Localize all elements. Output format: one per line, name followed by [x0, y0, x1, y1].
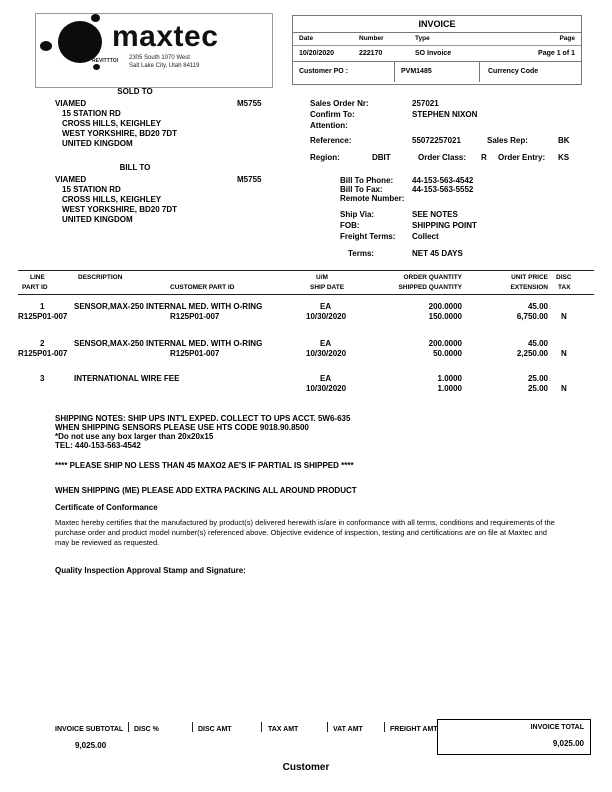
item-order-qty: 1.0000 [437, 374, 462, 383]
sold-to-address [62, 109, 177, 149]
order-entry-value: KS [558, 153, 570, 162]
currency-code-label: Currency Code [488, 68, 539, 75]
type-label: Type [415, 35, 430, 42]
bill-to-code: M5755 [237, 175, 262, 184]
item-order-qty: 200.0000 [428, 339, 462, 348]
customer-po-value: PVM1485 [394, 62, 480, 82]
quality-stamp-line: Quality Inspection Approval Stamp and Signature: [55, 566, 246, 575]
vat-amt-label: VAT AMT [333, 726, 363, 733]
bill-to-name: VIAMED [55, 175, 87, 184]
totals-divider [327, 722, 328, 732]
freight-terms-value: Collect [412, 232, 439, 241]
invoice-number: 222170 [359, 50, 383, 57]
item-um: EA [320, 374, 332, 383]
sold-to-address-line: CROSS HILLS, KEIGHLEY [62, 119, 162, 128]
customer-po-row [293, 62, 581, 82]
totals-divider [192, 722, 193, 732]
logo-box [35, 13, 273, 88]
item-ship-date: 10/30/2020 [306, 384, 347, 393]
totals-divider [261, 722, 262, 732]
bill-phone-label: Bill To Phone: [340, 176, 394, 185]
sales-order-value: 257021 [412, 99, 439, 108]
sold-to-address-line: 15 STATION RD [62, 109, 121, 118]
ship-via-label: Ship Via: [340, 210, 375, 219]
confirm-to-label: Confirm To: [310, 110, 355, 119]
sold-to-label: SOLD TO [117, 87, 153, 96]
subtotal-value: 9,025.00 [75, 741, 107, 750]
bill-fax-value: 44-153-563-5552 [412, 185, 474, 194]
freight-terms-label: Freight Terms: [340, 232, 396, 241]
item-description: INTERNATIONAL WIRE FEE [74, 374, 180, 383]
col-tax-header: TAX [558, 284, 571, 291]
col-extension-header: EXTENSION [510, 284, 548, 291]
item-um: EA [320, 339, 332, 348]
col-disc-header: DISC [556, 274, 572, 281]
item-unit-price: 25.00 [527, 374, 548, 383]
shipping-note-line4: TEL: 440-153-563-4542 [55, 441, 141, 450]
item-ship-date: 10/30/2020 [306, 312, 347, 321]
col-ship-date-header: SHIP DATE [310, 284, 345, 291]
packing-note: WHEN SHIPPING (ME) PLEASE ADD EXTRA PACKING ALL AROUND PRODUCT [55, 486, 357, 495]
certificate-title: Certificate of Conformance [55, 503, 158, 512]
item-extension: 6,750.00 [516, 312, 548, 321]
table-top-rule [18, 270, 594, 271]
item-extension: 2,250.00 [516, 349, 548, 358]
item-line: 1 [40, 302, 45, 311]
shipping-note-line3: *Do not use any box larger than 20x20x15 [55, 432, 214, 441]
sales-order-label: Sales Order Nr: [310, 99, 369, 108]
company-address [129, 54, 200, 70]
sales-rep-value: BK [558, 136, 570, 145]
attention-label: Attention: [310, 121, 348, 130]
item-shipped-qty: 150.0000 [428, 312, 462, 321]
invoice-total-box [437, 719, 591, 755]
sold-to-address-line: WEST YORKSHIRE, BD20 7DT [62, 129, 177, 138]
invoice-page: Page 1 of 1 [538, 50, 575, 57]
item-order-qty: 200.0000 [428, 302, 462, 311]
invoice-total-value: 9,025.00 [552, 739, 584, 748]
sold-to-code: M5755 [237, 99, 262, 108]
col-line-header: LINE [30, 274, 45, 281]
partial-ship-note: **** PLEASE SHIP NO LESS THAN 45 MAXO2 AE'S IF PARTIAL IS SHIPPED **** [55, 461, 354, 470]
shipping-note-line2: WHEN SHIPPING SENSORS PLEASE USE HTS CODE 9018.90.8500 [55, 423, 309, 432]
item-description: SENSOR,MAX-250 INTERNAL MED. WITH O-RING [74, 302, 263, 311]
ship-via-value: SEE NOTES [412, 210, 458, 219]
table-header-rule [18, 294, 594, 295]
item-unit-price: 45.00 [527, 339, 548, 348]
col-part-id-header: PART ID [22, 284, 48, 291]
footer-customer-label: Customer [282, 762, 330, 773]
col-shipped-qty-header: SHIPPED QUANTITY [398, 284, 462, 291]
reference-value: 55072257021 [412, 136, 461, 145]
item-unit-price: 45.00 [527, 302, 548, 311]
disc-pct-label: DISC % [134, 726, 159, 733]
item-tax-flag: N [561, 312, 567, 321]
tax-amt-label: TAX AMT [268, 726, 299, 733]
invoice-total-label: INVOICE TOTAL [530, 724, 584, 731]
bill-to-address-line: 15 STATION RD [62, 185, 121, 194]
company-address-line1: 2305 South 1070 West [129, 55, 190, 61]
item-customer-part-id: R125P01-007 [170, 312, 220, 321]
brand-dot-left-icon [40, 41, 52, 51]
region-value: DBIT [372, 153, 391, 162]
bill-to-address-line: WEST YORKSHIRE, BD20 7DT [62, 205, 177, 214]
item-shipped-qty: 50.0000 [433, 349, 462, 358]
item-extension: 25.00 [527, 384, 548, 393]
remote-number-label: Remote Number: [340, 194, 405, 203]
invoice-date: 10/20/2020 [299, 50, 335, 57]
region-label: Region: [310, 153, 340, 162]
brand-subtext: REVITTTOI [92, 58, 119, 64]
brand-dot-large-icon [58, 21, 102, 63]
item-part-id: R125P01-007 [18, 349, 68, 358]
reference-label: Reference: [310, 136, 352, 145]
freight-amt-label: FREIGHT AMT [390, 726, 438, 733]
col-um-header: U/M [316, 274, 328, 281]
col-unit-price-header: UNIT PRICE [511, 274, 548, 281]
invoice-header-box [292, 15, 582, 85]
fob-value: SHIPPING POINT [412, 221, 477, 230]
bill-to-address-line: UNITED KINGDOM [62, 215, 133, 224]
invoice-header-values [293, 46, 581, 62]
col-description-header: DESCRIPTION [78, 274, 123, 281]
disc-amt-label: DISC AMT [198, 726, 232, 733]
item-description: SENSOR,MAX-250 INTERNAL MED. WITH O-RING [74, 339, 263, 348]
terms-label: Terms: [348, 249, 375, 258]
invoice-type: SO Invoice [415, 50, 452, 57]
bill-fax-label: Bill To Fax: [340, 185, 383, 194]
col-order-qty-header: ORDER QUANTITY [403, 274, 462, 281]
shipping-note-line1: SHIPPING NOTES: SHIP UPS INT'L EXPED. COLLECT TO UPS ACCT. 5W6-635 [55, 414, 351, 423]
bill-to-address [62, 185, 177, 225]
date-label: Date [299, 35, 314, 42]
item-shipped-qty: 1.0000 [437, 384, 462, 393]
fob-label: FOB: [340, 221, 360, 230]
item-line: 3 [40, 374, 45, 383]
item-tax-flag: N [561, 349, 567, 358]
subtotal-label: INVOICE SUBTOTAL [55, 726, 124, 733]
customer-po-label: Customer PO : [299, 68, 349, 75]
item-ship-date: 10/30/2020 [306, 349, 347, 358]
order-class-value: R [481, 153, 487, 162]
invoice-title: INVOICE [293, 16, 581, 33]
bill-phone-value: 44-153-563-4542 [412, 176, 474, 185]
sales-rep-label: Sales Rep: [487, 136, 528, 145]
order-class-label: Order Class: [418, 153, 467, 162]
order-entry-label: Order Entry: [498, 153, 546, 162]
item-tax-flag: N [561, 384, 567, 393]
item-line: 2 [40, 339, 45, 348]
sold-to-address-line: UNITED KINGDOM [62, 139, 133, 148]
page-label: Page [559, 35, 575, 42]
brand-dot-bottom-icon [93, 64, 100, 70]
bill-to-label: BILL TO [119, 163, 151, 172]
sold-to-name: VIAMED [55, 99, 87, 108]
brand-name: maxtec [112, 20, 219, 53]
certificate-body: Maxtec hereby certifies that the manufactured by product(s) delivered herewith is/are in conformance with all terms, conditions and requirements of the purchase order and product model number(s) referenced above. Objective evidence of inspection, testing and certifications are on file at Maxtec and may be reviewed as requested. [55, 518, 555, 547]
invoice-header-labels [293, 33, 581, 46]
bill-to-address-line: CROSS HILLS, KEIGHLEY [62, 195, 162, 204]
item-um: EA [320, 302, 332, 311]
number-label: Number [359, 35, 384, 42]
terms-value: NET 45 DAYS [412, 249, 463, 258]
brand-dot-top-icon [91, 14, 100, 22]
confirm-to-value: STEPHEN NIXON [412, 110, 478, 119]
item-customer-part-id: R125P01-007 [170, 349, 220, 358]
company-address-line2: Salt Lake City, Utah 84119 [129, 63, 200, 69]
item-part-id: R125P01-007 [18, 312, 68, 321]
totals-divider [128, 722, 129, 732]
totals-divider [384, 722, 385, 732]
col-customer-part-id-header: CUSTOMER PART ID [170, 284, 235, 291]
